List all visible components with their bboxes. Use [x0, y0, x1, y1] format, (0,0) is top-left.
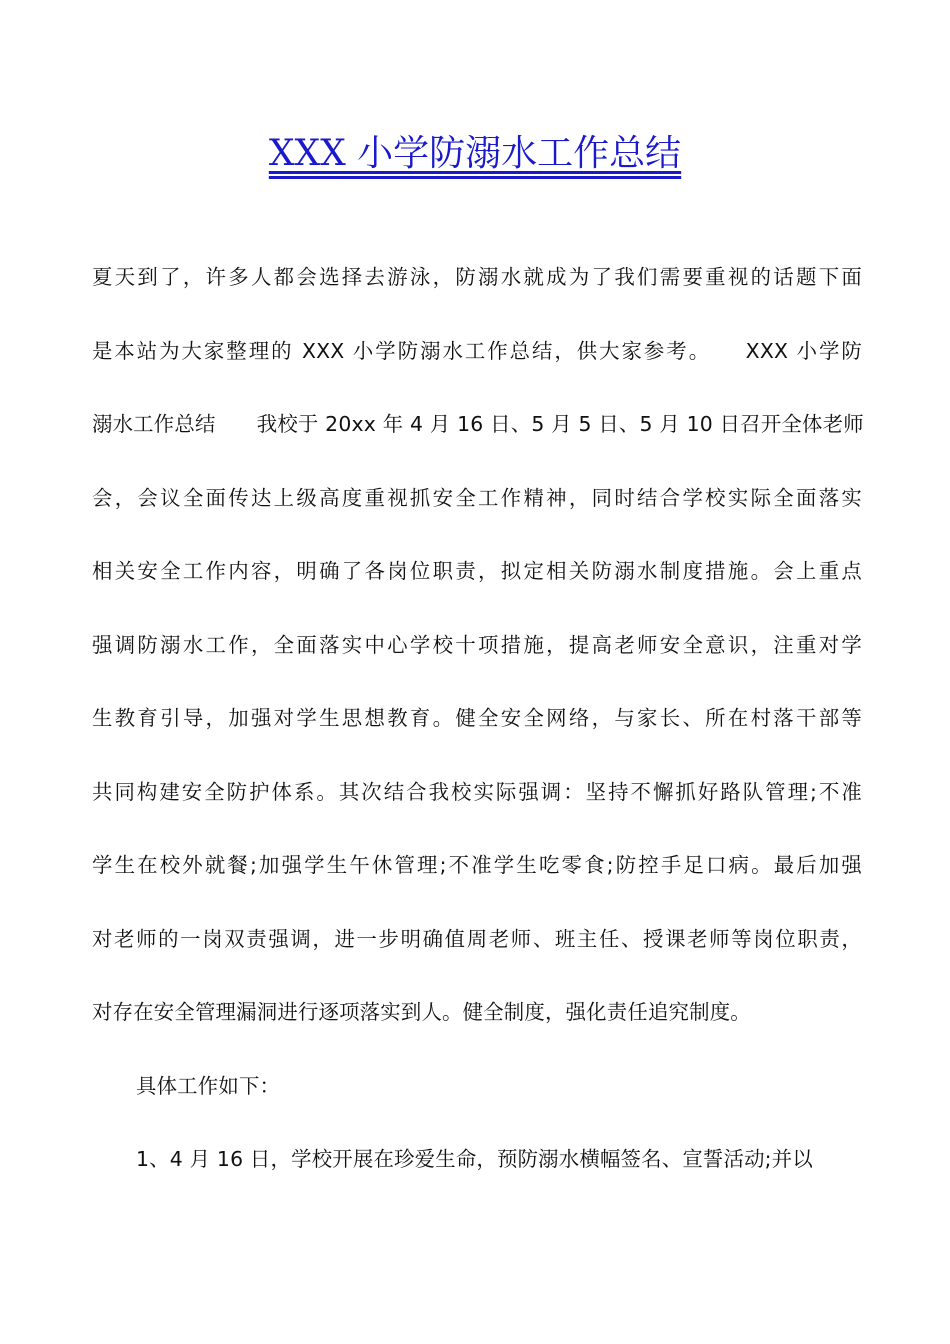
body-line: 是本站为大家整理的 XXX 小学防溺水工作总结，供大家参考。 XXX 小学防: [92, 338, 862, 363]
body-line: 1、4 月 16 日，学校开展在珍爱生命，预防溺水横幅签名、宣誓活动;并以: [136, 1147, 813, 1171]
body-line: 会，会议全面传达上级高度重视抓安全工作精神，同时结合学校实际全面落实: [92, 485, 862, 510]
body-line: 强调防溺水工作，全面落实中心学校十项措施，提高老师安全意识，注重对学: [92, 632, 862, 657]
body-line: 相关安全工作内容，明确了各岗位职责，拟定相关防溺水制度措施。会上重点: [92, 559, 862, 583]
body-line: 夏天到了，许多人都会选择去游泳，防溺水就成为了我们需要重视的话题下面: [92, 265, 862, 289]
body-line: 具体工作如下：: [136, 1073, 281, 1098]
document-body: [92, 254, 862, 1210]
body-line: 学生在校外就餐;加强学生午休管理;不准学生吃零食;防控手足口病。最后加强: [92, 853, 862, 877]
body-line: 对存在安全管理漏洞进行逐项落实到人。健全制度，强化责任追究制度。: [92, 1000, 751, 1024]
body-line: 生教育引导，加强对学生思想教育。健全安全网络，与家长、所在村落干部等: [92, 706, 862, 730]
document-title: XXX 小学防溺水工作总结: [268, 133, 682, 174]
body-line: 共同构建安全防护体系。其次结合我校实际强调：坚持不懈抓好路队管理;不准: [92, 779, 862, 804]
body-line: 对老师的一岗双责强调，进一步明确值周老师、班主任、授课老师等岗位职责，: [92, 926, 862, 951]
body-line: 溺水工作总结 我校于 20xx 年 4 月 16 日、5 月 5 日、5 月 10 日召开全体老师: [92, 412, 864, 436]
